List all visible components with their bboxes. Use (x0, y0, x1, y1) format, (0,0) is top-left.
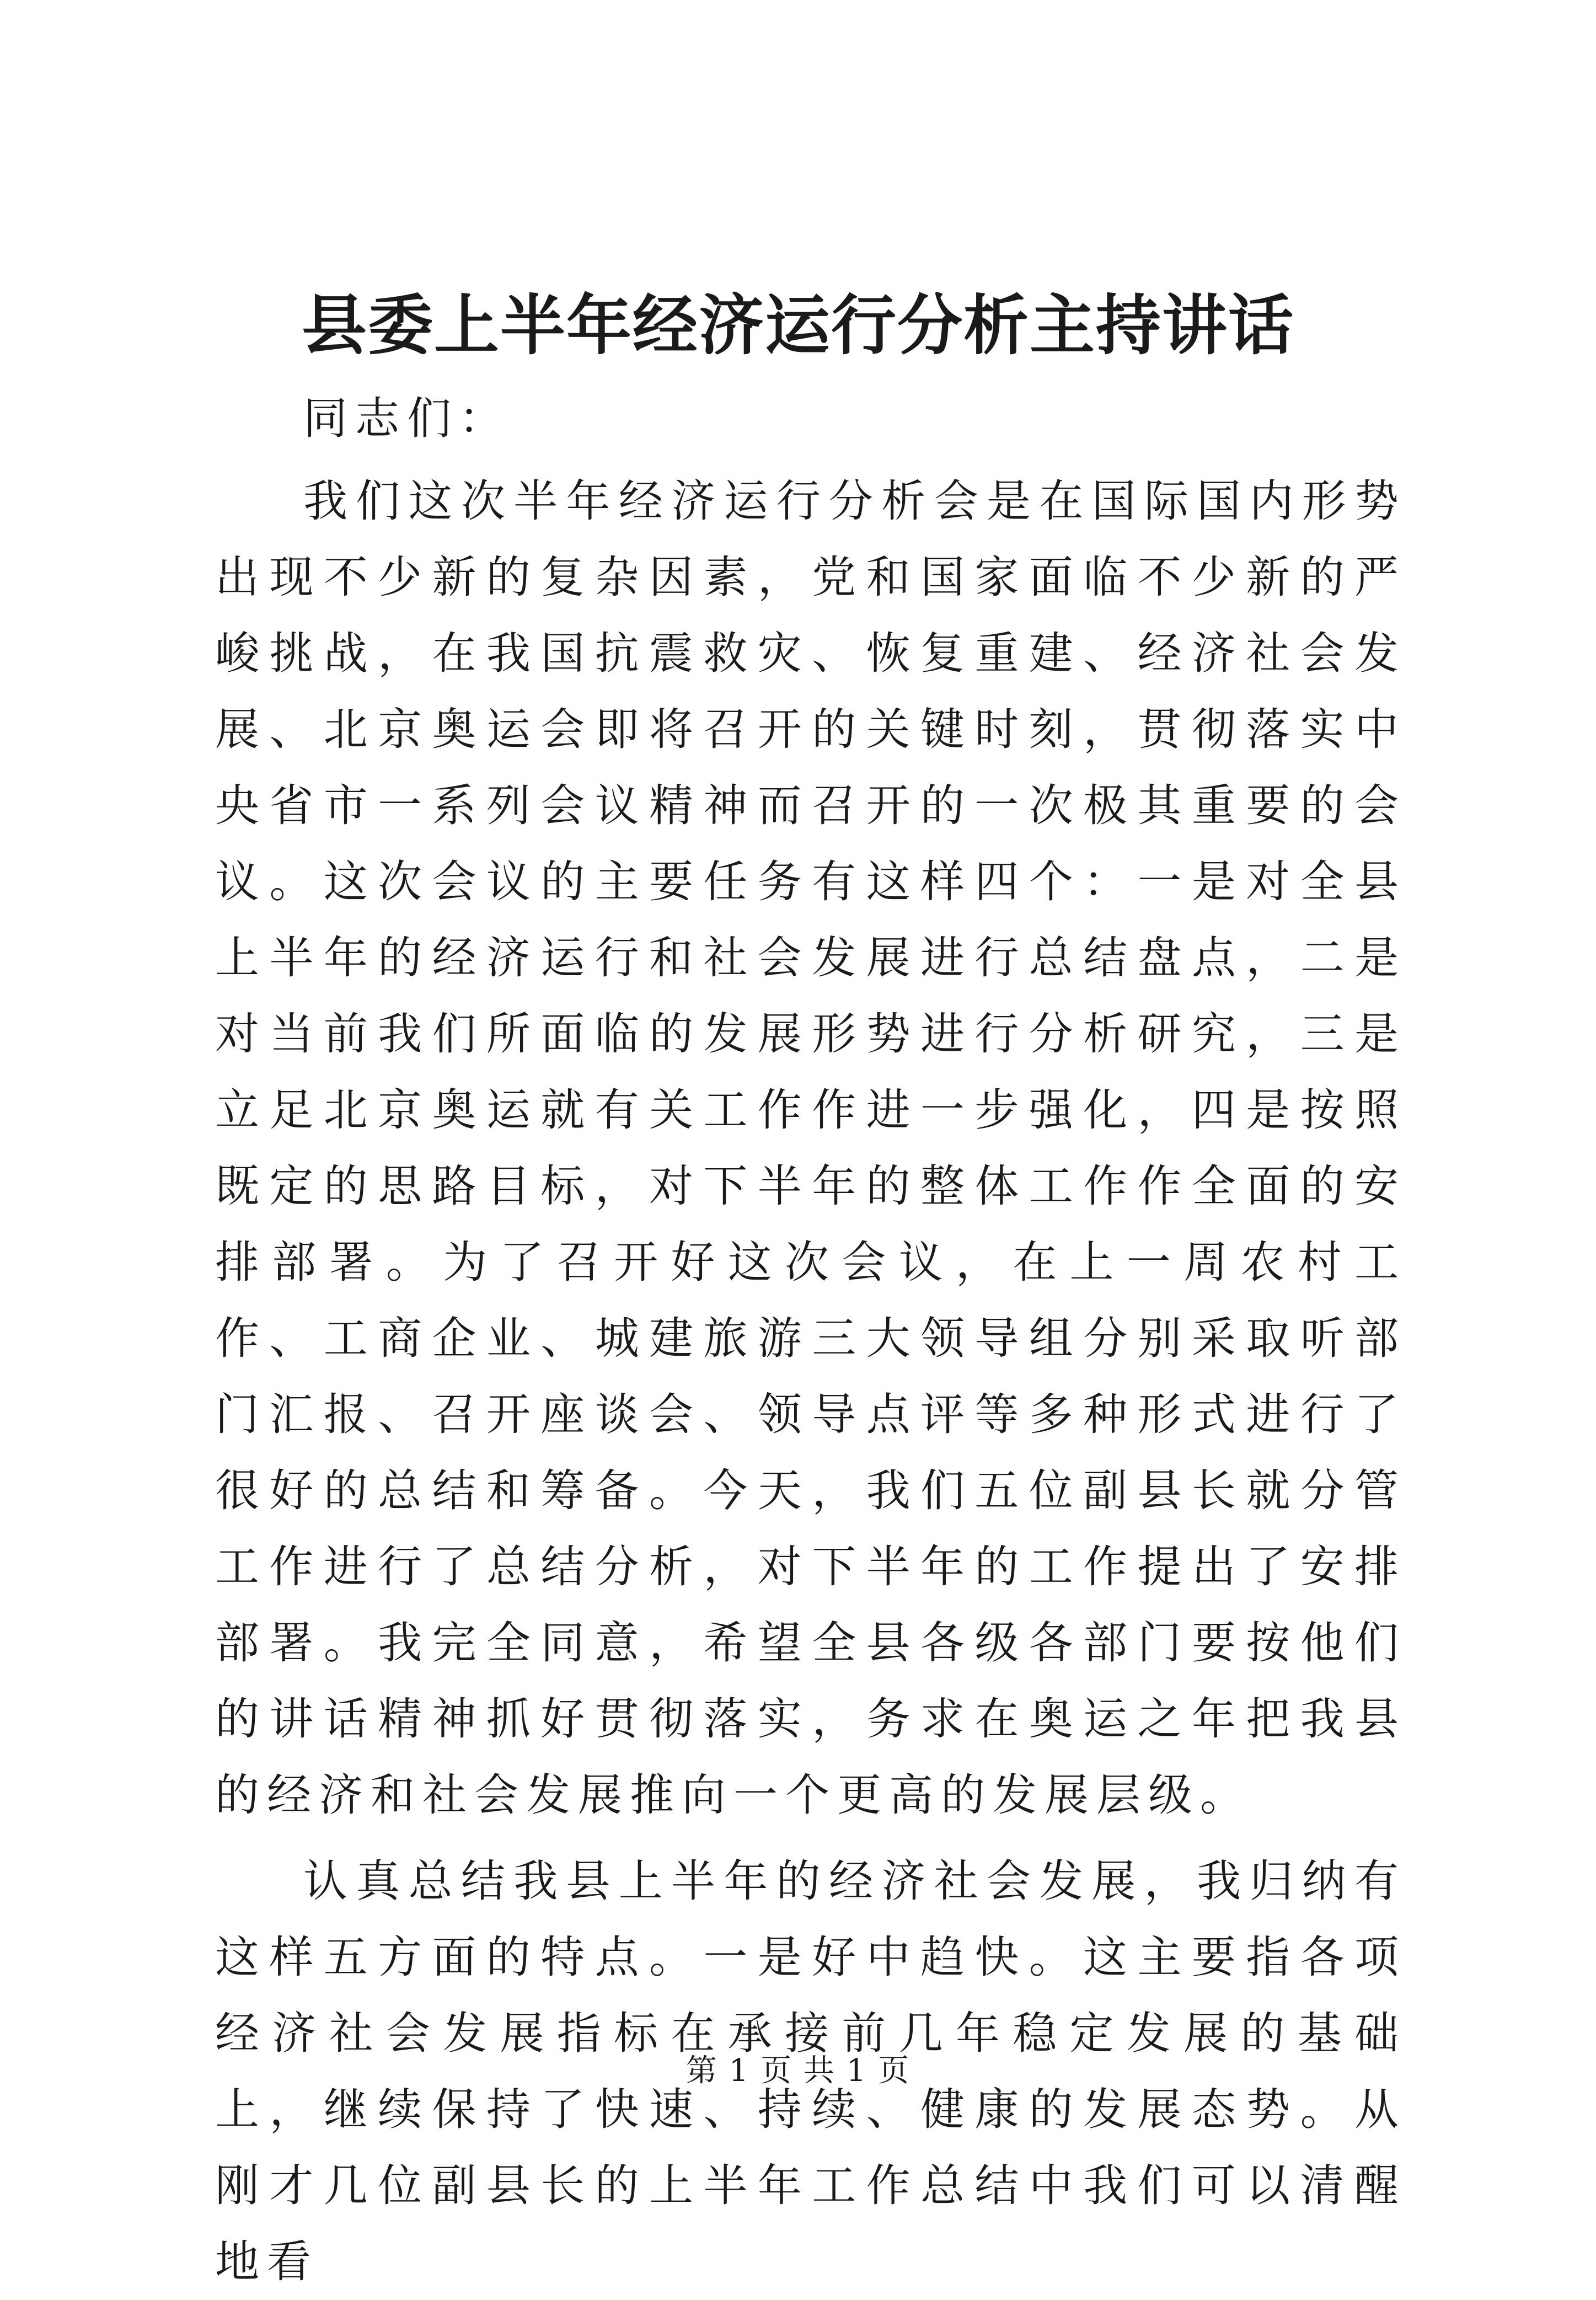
paragraph-2: 认真总结我县上半年的经济社会发展，我归纳有这样五方面的特点。一是好中趋快。这主要指各项经济社会发展指标在承接前几年稳定发展的基础上，继续保持了快速、持续、健康的发展态势。从刚才几位副县长的上半年工作总结中我们可以清醒地看 (215, 1855, 1406, 2287)
salutation: 同志们： (303, 393, 511, 444)
page-number-footer: 第 1 页 共 1 页 (685, 2053, 911, 2089)
document-title: 县委上半年经济运行分析主持讲话 (301, 287, 1294, 363)
document-body (215, 381, 1406, 2300)
paragraph-1: 我们这次半年经济运行分析会是在国际国内形势出现不少新的复杂因素，党和国家面临不少新的严峻挑战，在我国抗震救灾、恢复重建、经济社会发展、北京奥运会即将召开的关键时刻，贯彻落实中央省市一系列会议精神而召开的一次极其重要的会议。这次会议的主要任务有这样四个：一是对全县上半年的经济运行和社会发展进行总结盘点，二是对当前我们所面临的发展形势进行分析研究，三是立足北京奥运就有关工作作进一步强化，四是按照既定的思路目标，对下半年的整体工作作全面的安排部署。为了召开好这次会议，在上一周农村工作、工商企业、城建旅游三大领导组分别采取听部门汇报、召开座谈会、领导点评等多种形式进行了很好的总结和筹备。今天，我们五位副县长就分管工作进行了总结分析，对下半年的工作提出了安排部署。我完全同意，希望全县各级各部门要按他们的讲话精神抓好贯彻落实，务求在奥运之年把我县的经济和社会发展推向一个更高的发展层级。 (215, 475, 1406, 1821)
